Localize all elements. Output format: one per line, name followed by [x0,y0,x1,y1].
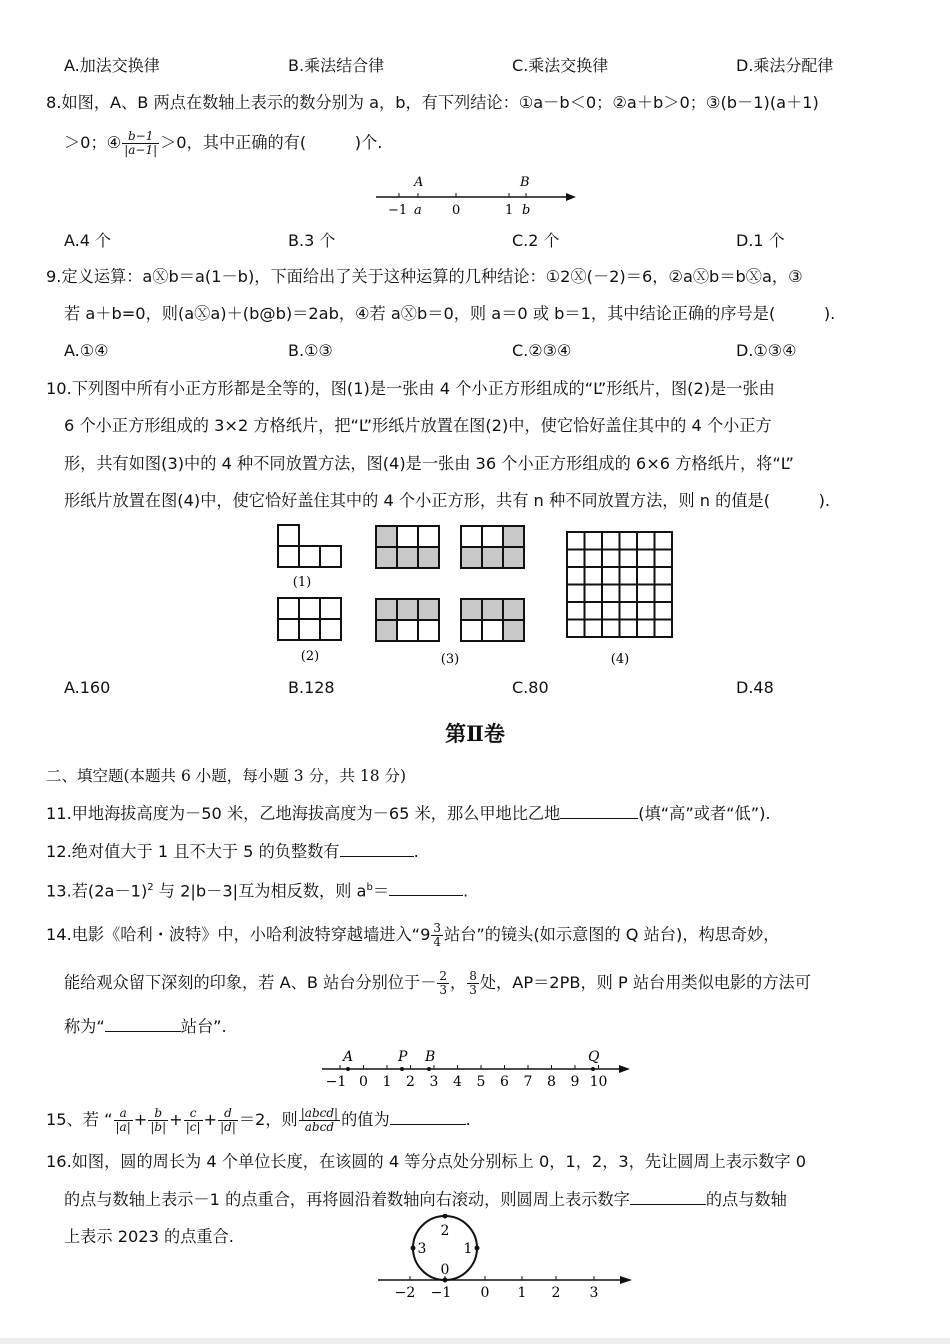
q16-line3: 上表示 2023 的点重合. [64,1227,234,1246]
svg-text:A: A [343,1049,354,1065]
q15-text: ＝2，则 [238,1110,298,1129]
svg-text:Q: Q [588,1049,600,1065]
numerator: 2 [439,969,448,983]
point-label-b: B [520,175,530,190]
svg-text:9: 9 [570,1074,580,1090]
svg-text:0: 0 [440,1262,450,1278]
q10-line4: 形纸片放置在图(4)中，使它恰好盖住其中的 4 个小正方形，共有 n 种不同放置方法，则 n 的值是( ). [64,491,831,510]
q11-text: (填“高”或者“低”). [638,804,771,823]
q16-line2 [64,1188,787,1211]
q14-line3 [64,1015,227,1038]
grid-3x2-figure [278,598,341,640]
q14-line1 [46,922,779,949]
page-bottom-edge [0,1338,950,1344]
fraction-b [467,970,479,997]
svg-text:3: 3 [589,1285,599,1301]
plus: + [133,1110,148,1129]
svg-text:0: 0 [359,1074,368,1090]
q8-fraction [122,130,159,157]
term-d [218,1107,238,1134]
numerator: 8 [469,969,477,983]
section-title: 第Ⅱ卷 [445,721,505,746]
svg-text:P: P [398,1049,408,1065]
svg-text:4: 4 [453,1074,462,1090]
q10-option-a: A.160 [64,678,111,697]
svg-text:1: 1 [463,1241,473,1257]
q14-line2 [64,970,811,997]
q14-text: 能给观众留下深刻的印象，若 A、B 站台分别位于－ [64,973,437,992]
denominator: |c| [185,1120,201,1134]
q7-option-a: A.加法交换律 [64,56,160,75]
q16-rolling-circle-figure [372,1214,642,1304]
grid-6x6-figure [567,532,672,637]
q15 [46,1107,471,1134]
denominator: 3 [439,983,448,997]
q14-text: 称为“ [64,1017,105,1036]
svg-text:2: 2 [440,1223,450,1239]
q15-answer-blank[interactable] [390,1108,466,1125]
denominator: |b| [150,1120,167,1134]
svg-text:−1: −1 [430,1285,452,1301]
placement-1 [376,526,439,568]
q14-number-line-figure [318,1044,638,1092]
term-c [184,1107,203,1134]
denominator: 3 [469,983,477,997]
svg-text:(4): (4) [610,652,630,667]
numerator: 3 [433,921,442,935]
q9-option-d: D.①③④ [736,341,797,360]
svg-text:1: 1 [505,203,514,218]
q7-option-c: C.乘法交换律 [512,56,609,75]
svg-text:5: 5 [476,1074,486,1090]
q9-option-a: A.①④ [64,341,109,360]
q13-text: . [463,881,469,901]
term-a [114,1107,133,1134]
q8-option-a: A.4 个 [64,231,112,250]
q8-option-c: C.2 个 [512,231,560,250]
q14-text: 14.电影《哈利・波特》中，小哈利波特穿越墙进入“9 [46,925,431,944]
result-fraction [299,1107,340,1134]
q8-line1: 8.如图，A、B 两点在数轴上表示的数分别为 a，b，有下列结论：①a－b＜0；②a＋b＞0；③(b－1)(a＋1) [46,93,819,112]
svg-text:1: 1 [382,1074,392,1090]
svg-text:0: 0 [452,203,461,218]
svg-text:B: B [425,1049,436,1065]
q10-line2: 6 个小正方形组成的 3×2 方格纸片，把“L”形纸片放置在图(2)中，使它恰好盖住其中的 4 个小正方 [64,416,772,435]
denominator: |a| [115,1120,131,1134]
svg-text:2: 2 [551,1285,561,1301]
q7-option-d: D.乘法分配律 [736,56,834,75]
q10-option-b: B.128 [288,678,335,697]
svg-text:−1: −1 [325,1074,347,1090]
svg-text:6: 6 [500,1074,509,1090]
q10-option-c: C.80 [512,678,549,697]
q13-text: 与 2|b－3|互为相反数，则 a [153,881,367,901]
q9-line2: 若 a＋b=0，则(aⓍa)＋(b@b)＝2ab，④若 aⓍb＝0，则 a＝0 或 b＝1，其中结论正确的序号是( ). [64,304,836,323]
q12-answer-blank[interactable] [340,840,414,857]
svg-text:2: 2 [406,1074,415,1090]
q11 [46,802,771,825]
q8-number-line-figure [370,170,580,220]
q10-option-d: D.48 [736,678,774,697]
svg-text:a: a [414,203,422,218]
term-b [148,1107,168,1134]
q14-text: 站台”. [180,1017,227,1036]
q8-option-d: D.1 个 [736,231,785,250]
q14-text: ， [450,973,467,992]
q8-line2 [64,130,382,157]
q7-option-b: B.乘法结合律 [288,56,385,75]
numerator: |abcd| [300,1106,339,1120]
l-shape-figure [278,525,341,567]
q14-answer-blank[interactable] [105,1015,181,1032]
placement-3 [376,599,439,641]
mixed-fraction [431,922,443,949]
q8-text: ＞0，其中正确的有( )个. [160,133,383,152]
q13-text: ＝ [372,881,390,901]
q15-text: 15、若 “ [46,1110,113,1129]
q16-answer-blank[interactable] [630,1188,706,1205]
denominator: abcd [304,1120,335,1134]
numerator: d [218,1107,238,1121]
svg-text:b: b [522,203,531,218]
placement-4 [461,599,524,641]
q10-line1: 10.下列图中所有小正方形都是全等的，图(1)是一张由 4 个小正方形组成的“L”形纸片，图(2)是一张由 [46,379,775,398]
q12-text: . [413,842,419,861]
svg-text:−1: −1 [388,203,408,218]
q8-option-b: B.3 个 [288,231,336,250]
denominator: 4 [433,935,442,949]
exponent: 2 [147,882,154,893]
fraction-a [437,970,449,997]
q16-text: 的点与数轴上表示－1 的点重合，再将圆沿着数轴向右滚动，则圆周上表示数字 [64,1190,630,1209]
svg-text:3: 3 [417,1241,427,1257]
svg-text:(1): (1) [292,575,312,590]
q13-text: 13.若(2a－1) [46,881,148,901]
q11-text: 11.甲地海拔高度为－50 米，乙地海拔高度为－65 米，那么甲地比乙地 [46,804,561,823]
q10-grid-figures [270,520,690,670]
svg-text:8: 8 [547,1074,556,1090]
numerator: b [148,1107,168,1121]
svg-text:10: 10 [589,1074,608,1090]
svg-text:1: 1 [517,1285,527,1301]
q9-option-b: B.①③ [288,341,333,360]
numerator: b−1 [122,130,159,144]
section-header: 二、填空题(本题共 6 小题，每小题 3 分，共 18 分) [46,767,407,785]
q11-answer-blank[interactable] [560,802,638,819]
q9-line1: 9.定义运算：aⓍb＝a(1－b)，下面给出了关于这种运算的几种结论：①2Ⓧ(－2)＝6，②aⓍb＝bⓍa，③ [46,267,803,286]
q13-answer-blank[interactable] [389,879,463,896]
q15-text: . [465,1110,471,1129]
numerator: a [114,1107,133,1121]
placement-2 [461,526,524,568]
point-label-a: A [414,175,424,190]
denominator: |d| [220,1120,236,1134]
svg-text:(2): (2) [300,649,320,664]
plus: + [169,1110,183,1129]
exponent: b [366,882,373,893]
q16-line1: 16.如图，圆的周长为 4 个单位长度，在该圆的 4 等分点处分别标上 0，1，2，3，先让圆周上表示数字 0 [46,1152,807,1171]
q15-text: 的值为 [341,1110,390,1129]
q16-text: 的点与数轴 [705,1190,787,1209]
svg-text:3: 3 [429,1074,439,1090]
q13 [46,877,468,902]
q10-line3: 形，共有如图(3)中的 4 种不同放置方法，图(4)是一张由 36 个小正方形组成的 6×6 方格纸片，将“L” [64,454,794,473]
q12-text: 12.绝对值大于 1 且不大于 5 的负整数有 [46,842,340,861]
denominator: |a−1| [124,143,158,157]
q8-text: ＞0；④ [64,133,122,152]
svg-text:(3): (3) [440,652,460,667]
svg-text:−2: −2 [394,1285,416,1301]
q14-text: 站台”的镜头(如示意图的 Q 站台)，构思奇妙， [444,925,780,944]
plus: + [203,1110,218,1129]
q9-option-c: C.②③④ [512,341,572,360]
numerator: c [184,1107,203,1121]
svg-text:7: 7 [523,1074,533,1090]
q14-text: 处，AP＝2PB，则 P 站台用类似电影的方法可 [479,973,811,992]
q12 [46,840,419,863]
svg-text:0: 0 [480,1285,490,1301]
